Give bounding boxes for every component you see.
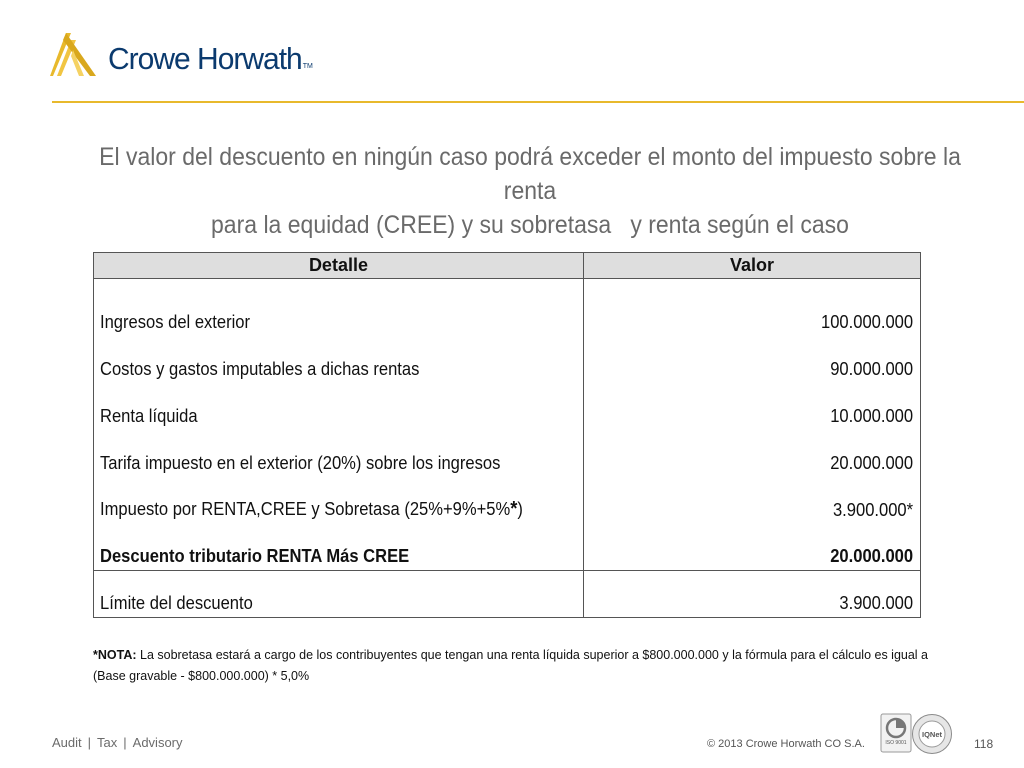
header-valor: Valor (583, 253, 920, 279)
row-label: Renta líquida (100, 405, 198, 426)
title-line-1: El valor del descuento en ningún caso podrá exceder el monto del impuesto sobre la renta (99, 143, 961, 205)
title-line-2: para la equidad (CREE) y su sobretasa y renta según el caso (211, 211, 849, 239)
row-value: 20.000.000 (830, 546, 913, 566)
logo-trademark: TM (302, 63, 313, 70)
row-value: 3.900.000 (839, 593, 913, 613)
table-row (94, 430, 921, 477)
row-label: Descuento tributario RENTA Más CREE (100, 546, 410, 566)
table-header-row (94, 253, 921, 279)
service-audit: Audit (52, 735, 82, 750)
copyright: © 2013 Crowe Horwath CO S.A. (707, 738, 865, 750)
iso-certification-icon (880, 713, 912, 753)
discount-table (93, 252, 921, 618)
header-detalle: Detalle (94, 253, 584, 279)
row-value: 100.000.000 (820, 311, 913, 332)
row-value: 3.900.000* (832, 499, 913, 520)
iqnet-seal-icon (911, 713, 953, 755)
table-row (94, 279, 921, 336)
table-row (94, 336, 921, 383)
row-value: 20.000.000 (830, 452, 913, 473)
service-tax: Tax (97, 735, 118, 750)
asterisk-marker: * (510, 497, 518, 520)
row-label: Ingresos del exterior (100, 311, 251, 332)
row-value: 90.000.000 (830, 358, 913, 379)
table-row (94, 477, 921, 524)
crowe-horwath-logo (50, 30, 313, 78)
row-label: Impuesto por RENTA,CREE y Sobretasa (25%+9%+5%*) (100, 497, 523, 520)
header-divider (52, 101, 1024, 103)
svg-text:IQNet: IQNet (921, 730, 943, 739)
row-value: 10.000.000 (830, 405, 913, 426)
row-label: Tarifa impuesto en el exterior (20%) sobre los ingresos (100, 452, 501, 473)
svg-text:ISO 9001: ISO 9001 (885, 740, 907, 746)
table-row (94, 524, 921, 571)
table-row (94, 383, 921, 430)
row-label: Límite del descuento (100, 593, 253, 613)
logo-wordmark: Crowe Horwath (108, 42, 302, 77)
logo-mark-icon (50, 30, 100, 78)
service-lines: Audit | Tax | Advisory (52, 735, 183, 750)
service-advisory: Advisory (132, 735, 183, 750)
slide-title (79, 140, 981, 242)
row-label: Costos y gastos imputables a dichas rentas (100, 358, 420, 379)
footnote-prefix: *NOTA: (93, 648, 137, 662)
footnote (93, 645, 933, 687)
footnote-text: La sobretasa estará a cargo de los contribuyentes que tengan una renta líquida superior a $800.000.000 y la fórmula para el cálculo es igual a (Base gravable - $800.000.000) * 5,0% (93, 648, 929, 683)
page-number: 118 (974, 737, 994, 751)
table-row (94, 571, 921, 618)
